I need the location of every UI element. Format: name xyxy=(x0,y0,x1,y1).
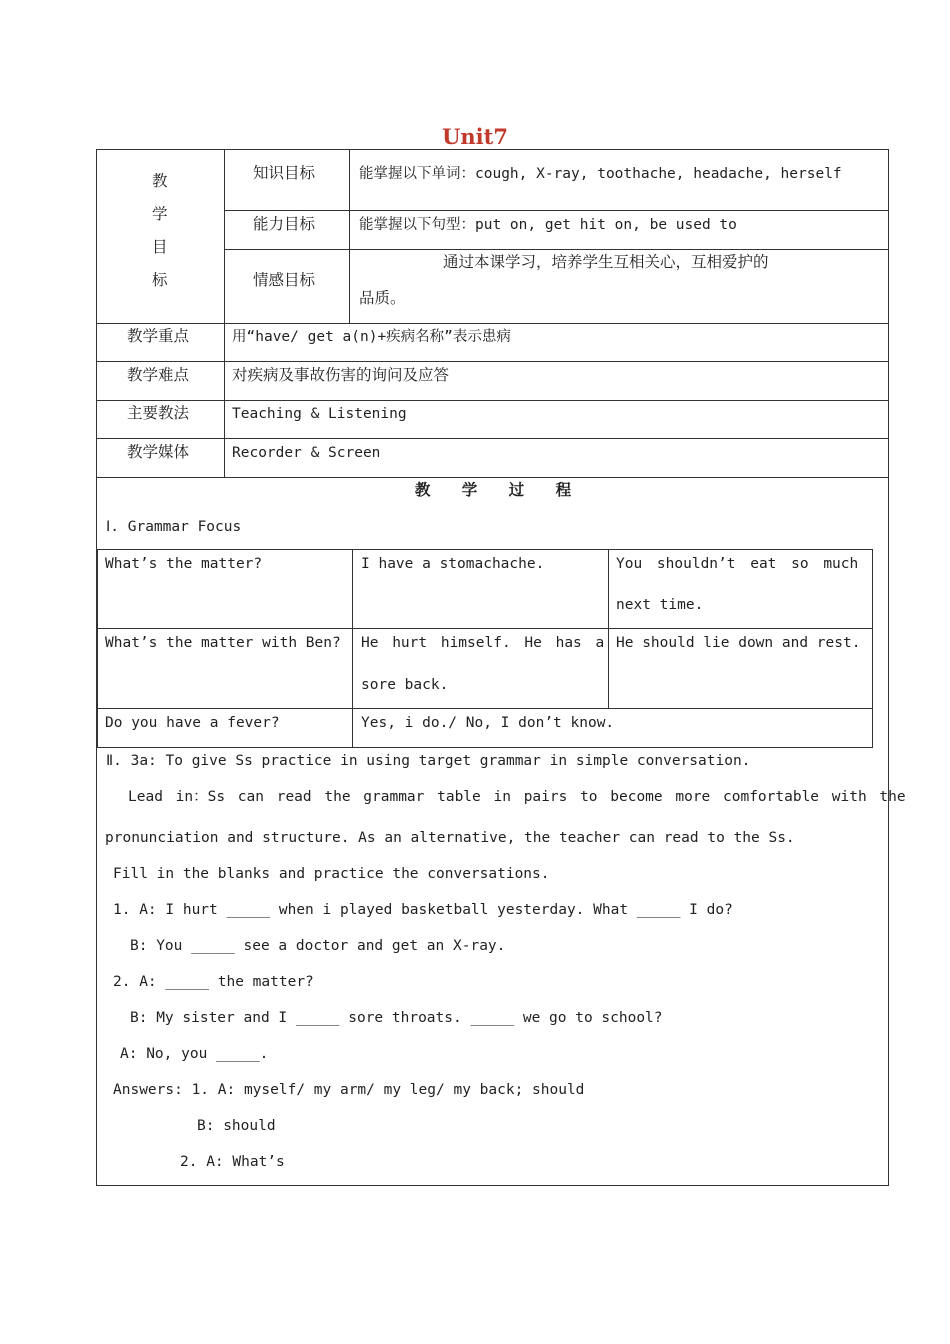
grammar-cell: Do you have a fever? xyxy=(105,715,280,731)
grammar-cell: He should lie down and rest. xyxy=(616,635,861,651)
teaching-media-content: Recorder & Screen xyxy=(232,445,381,461)
difficulty-label: 教学难点 xyxy=(127,366,190,384)
difficulty-content: 对疾病及事故伤害的询问及应答 xyxy=(232,366,450,384)
lead-in-text: Lead in：Ss can read the grammar table in pairs to become more comfortable with the xyxy=(128,789,906,805)
objectives-heading-char: 目 xyxy=(152,238,168,256)
grammar-focus-heading: Ⅰ. Grammar Focus xyxy=(106,519,242,535)
grammar-cell: I have a stomachache. xyxy=(361,556,545,572)
table-rule xyxy=(96,400,889,401)
grammar-cell: You shouldn’t eat so much xyxy=(616,556,859,572)
key-point-label: 教学重点 xyxy=(127,327,190,345)
table-rule xyxy=(224,149,225,477)
table-rule xyxy=(97,708,873,709)
exercise-line: B: My sister and I _____ sore throats. _____ we go to school? xyxy=(130,1010,663,1026)
exercise-line: 2. A: _____ the matter? xyxy=(113,974,314,990)
objectives-heading-char: 学 xyxy=(152,205,168,223)
document-title: Unit7 xyxy=(442,124,508,149)
table-rule xyxy=(349,149,350,323)
knowledge-objective-label: 知识目标 xyxy=(253,164,316,182)
grammar-cell: What’s the matter? xyxy=(105,556,263,572)
table-rule xyxy=(608,549,609,709)
objectives-heading-char: 教 xyxy=(152,172,168,190)
table-rule xyxy=(96,438,889,439)
grammar-cell: next time. xyxy=(616,597,704,613)
exercise-line: A: No, you _____. xyxy=(120,1046,269,1062)
grammar-cell: He hurt himself. He has a xyxy=(361,635,605,651)
table-rule xyxy=(224,249,889,250)
knowledge-objective-content: 能掌握以下单词：cough, X-ray, toothache, headache, herself xyxy=(359,166,842,182)
grammar-cell: What’s the matter with Ben? xyxy=(105,635,341,651)
lead-in-text: pronunciation and structure. As an alternative, the teacher can read to the Ss. xyxy=(105,830,795,846)
emotion-objective-label: 情感目标 xyxy=(253,271,316,289)
table-rule xyxy=(97,628,873,629)
exercise-line: B: You _____ see a doctor and get an X-ray. xyxy=(130,938,506,954)
emotion-objective-content: 通过本课学习，培养学生互相关心，互相爱护的 xyxy=(443,253,769,271)
table-rule xyxy=(352,549,353,748)
teaching-media-label: 教学媒体 xyxy=(127,443,190,461)
table-rule xyxy=(224,210,889,211)
ability-objective-content: 能掌握以下句型：put on, get hit on, be used to xyxy=(359,217,737,233)
key-point-content: 用“have/ get a(n)+疾病名称”表示患病 xyxy=(232,329,511,345)
table-rule xyxy=(96,361,889,362)
process-heading: 教 学 过 程 xyxy=(414,481,572,499)
exercise-line: 1. A: I hurt _____ when i played basketball yesterday. What _____ I do? xyxy=(113,902,733,918)
table-rule xyxy=(96,477,889,478)
grammar-cell: sore back. xyxy=(361,677,449,693)
objectives-heading-char: 标 xyxy=(152,271,168,289)
teaching-method-label: 主要教法 xyxy=(127,404,190,422)
emotion-objective-content: 品质。 xyxy=(359,289,406,307)
answers-line: 2. A: What’s xyxy=(180,1154,285,1170)
answers-line: Answers: 1. A: myself/ my arm/ my leg/ my back; should xyxy=(113,1082,585,1098)
table-rule xyxy=(96,323,889,324)
answers-line: B: should xyxy=(197,1118,276,1134)
section-3a-heading: Ⅱ. 3a: To give Ss practice in using target grammar in simple conversation. xyxy=(106,753,751,769)
teaching-method-content: Teaching & Listening xyxy=(232,406,407,422)
ability-objective-label: 能力目标 xyxy=(253,215,316,233)
instruction-text: Fill in the blanks and practice the conversations. xyxy=(113,866,550,882)
grammar-cell: Yes, i do./ No, I don’t know. xyxy=(361,715,615,731)
